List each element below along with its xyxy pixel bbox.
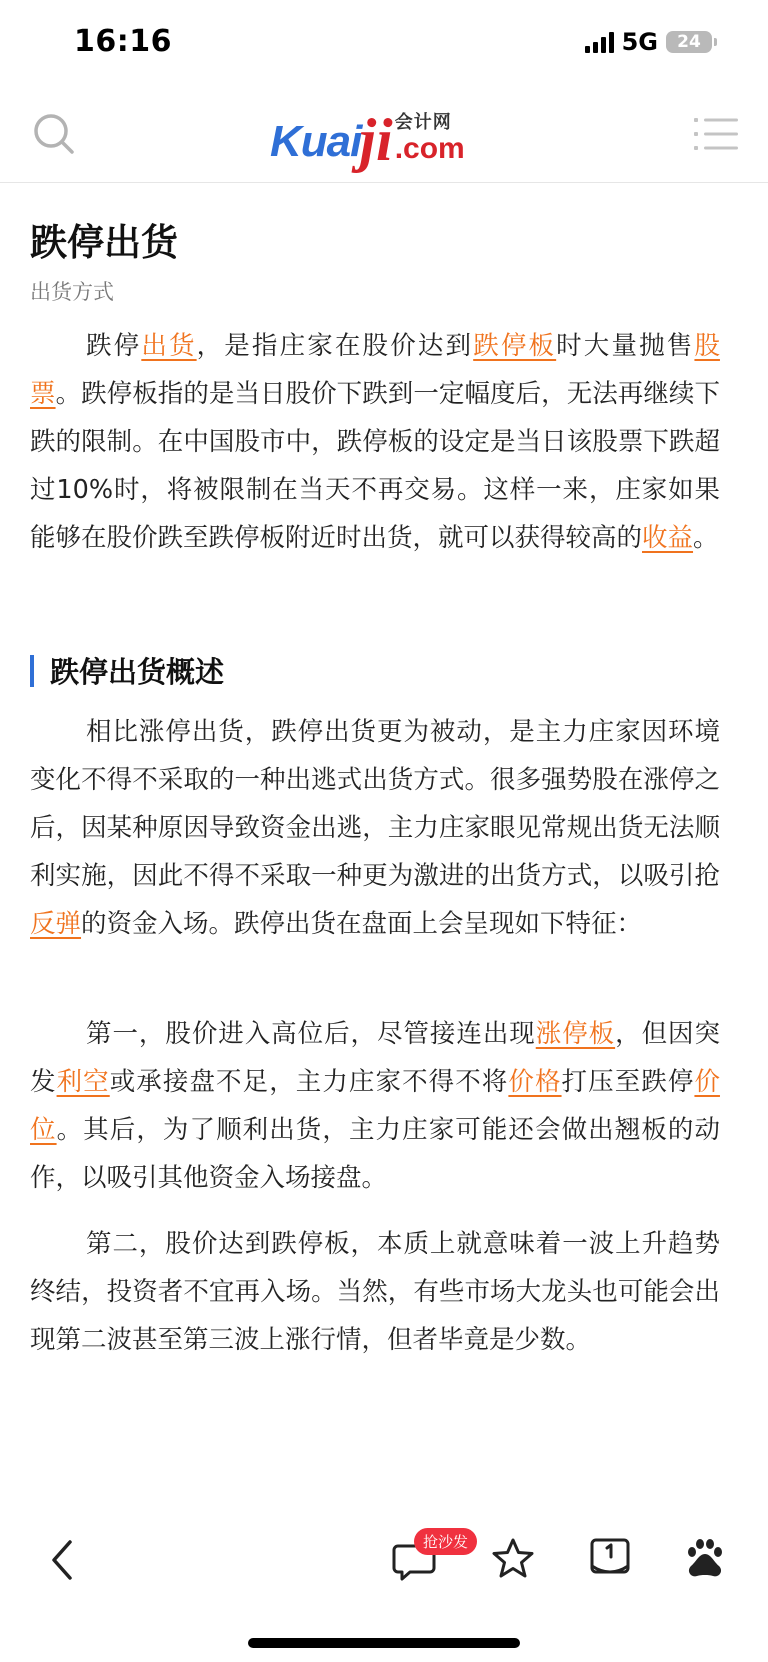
menu-icon[interactable] xyxy=(692,112,740,156)
link-jiage[interactable]: 价格 xyxy=(508,1067,562,1097)
status-indicators xyxy=(585,28,712,56)
logo-ji: ji xyxy=(359,107,393,173)
link-zhangtingban[interactable]: 涨停板 xyxy=(535,1019,616,1049)
battery-icon xyxy=(666,31,712,53)
link-gupiao[interactable]: 股票 xyxy=(30,331,720,409)
site-logo[interactable] xyxy=(270,100,465,173)
text: 第一，股价进入高位后，尽管接连出现 xyxy=(86,1019,536,1049)
logo-cn: 会计网 xyxy=(394,112,452,133)
link-dietingban[interactable]: 跌停板 xyxy=(473,331,557,361)
bottom-toolbar xyxy=(0,1512,768,1628)
paragraph-feature-2 xyxy=(30,1220,720,1364)
status-time: 16:16 xyxy=(74,24,172,59)
text: ，是指庄家在股价达到 xyxy=(196,331,474,361)
comment-badge: 抢沙发 xyxy=(414,1528,477,1555)
article-title: 跌停出货 xyxy=(30,221,178,264)
network-label: 5G xyxy=(621,28,658,56)
paragraph-feature-1 xyxy=(30,1010,720,1202)
text: 。跌停板指的是当日股价下跌到一定幅度后，无法再继续下跌的限制。在中国股市中，跌停板的设定是当日该股票下跌超过10%时，将被限制在当天不再交易。这样一来，庄家如果能够在股价跌至跌停板附近时出货，就可以获得较高的 xyxy=(30,379,720,553)
signal-icon xyxy=(585,31,614,53)
text: 时大量抛售 xyxy=(556,331,695,361)
section-accent-bar xyxy=(30,655,34,687)
text: 。其后，为了顺利出货，主力庄家可能还会做出翘板的动作，以吸引其他资金入场接盘。 xyxy=(30,1115,720,1193)
logo-com: .com xyxy=(394,132,465,165)
star-icon[interactable] xyxy=(490,1536,536,1582)
text: 或承接盘不足，主力庄家不得不将 xyxy=(109,1067,509,1097)
book-icon[interactable] xyxy=(587,1536,633,1582)
paragraph-overview xyxy=(30,708,720,948)
top-nav xyxy=(0,88,768,183)
logo-word: Kuai xyxy=(270,117,362,166)
text: 跌停 xyxy=(86,331,142,361)
text: 打压至跌停 xyxy=(561,1067,695,1097)
link-chuhuo[interactable]: 出货 xyxy=(141,331,197,361)
section-title: 跌停出货概述 xyxy=(50,655,225,689)
battery-level: 24 xyxy=(677,32,701,52)
link-jiawei[interactable]: 价位 xyxy=(30,1067,720,1145)
paragraph-intro xyxy=(30,322,720,562)
home-indicator xyxy=(248,1638,520,1648)
section-heading xyxy=(30,650,224,691)
text: ，但因突发 xyxy=(30,1019,720,1097)
text: 第二，股价达到跌停板，本质上就意味着一波上升趋势终结，投资者不宜再入场。当然，有些市场大龙头也可能会出现第二波甚至第三波上涨行情，但者毕竟是少数。 xyxy=(30,1229,720,1355)
link-shouyi[interactable]: 收益 xyxy=(642,523,694,553)
search-icon[interactable] xyxy=(30,110,78,158)
text: 相比涨停出货，跌停出货更为被动，是主力庄家因环境变化不得不采取的一种出逃式出货方式。很多强势股在涨停之后，因某种原因导致资金出逃，主力庄家眼见常规出货无法顺利实施，因此不得不采取一种更为激进的出货方式，以吸引抢 xyxy=(30,717,720,891)
article-subtitle: 出货方式 xyxy=(30,280,114,304)
link-fantan[interactable]: 反弹 xyxy=(30,909,82,939)
text: 的资金入场。跌停出货在盘面上会呈现如下特征： xyxy=(81,909,643,939)
logo-right xyxy=(395,108,465,170)
link-likong[interactable]: 利空 xyxy=(56,1067,110,1097)
chevron-left-icon[interactable] xyxy=(44,1536,84,1584)
text: 。 xyxy=(693,523,719,553)
status-bar xyxy=(0,0,768,88)
baidu-paw-icon[interactable] xyxy=(682,1536,728,1582)
